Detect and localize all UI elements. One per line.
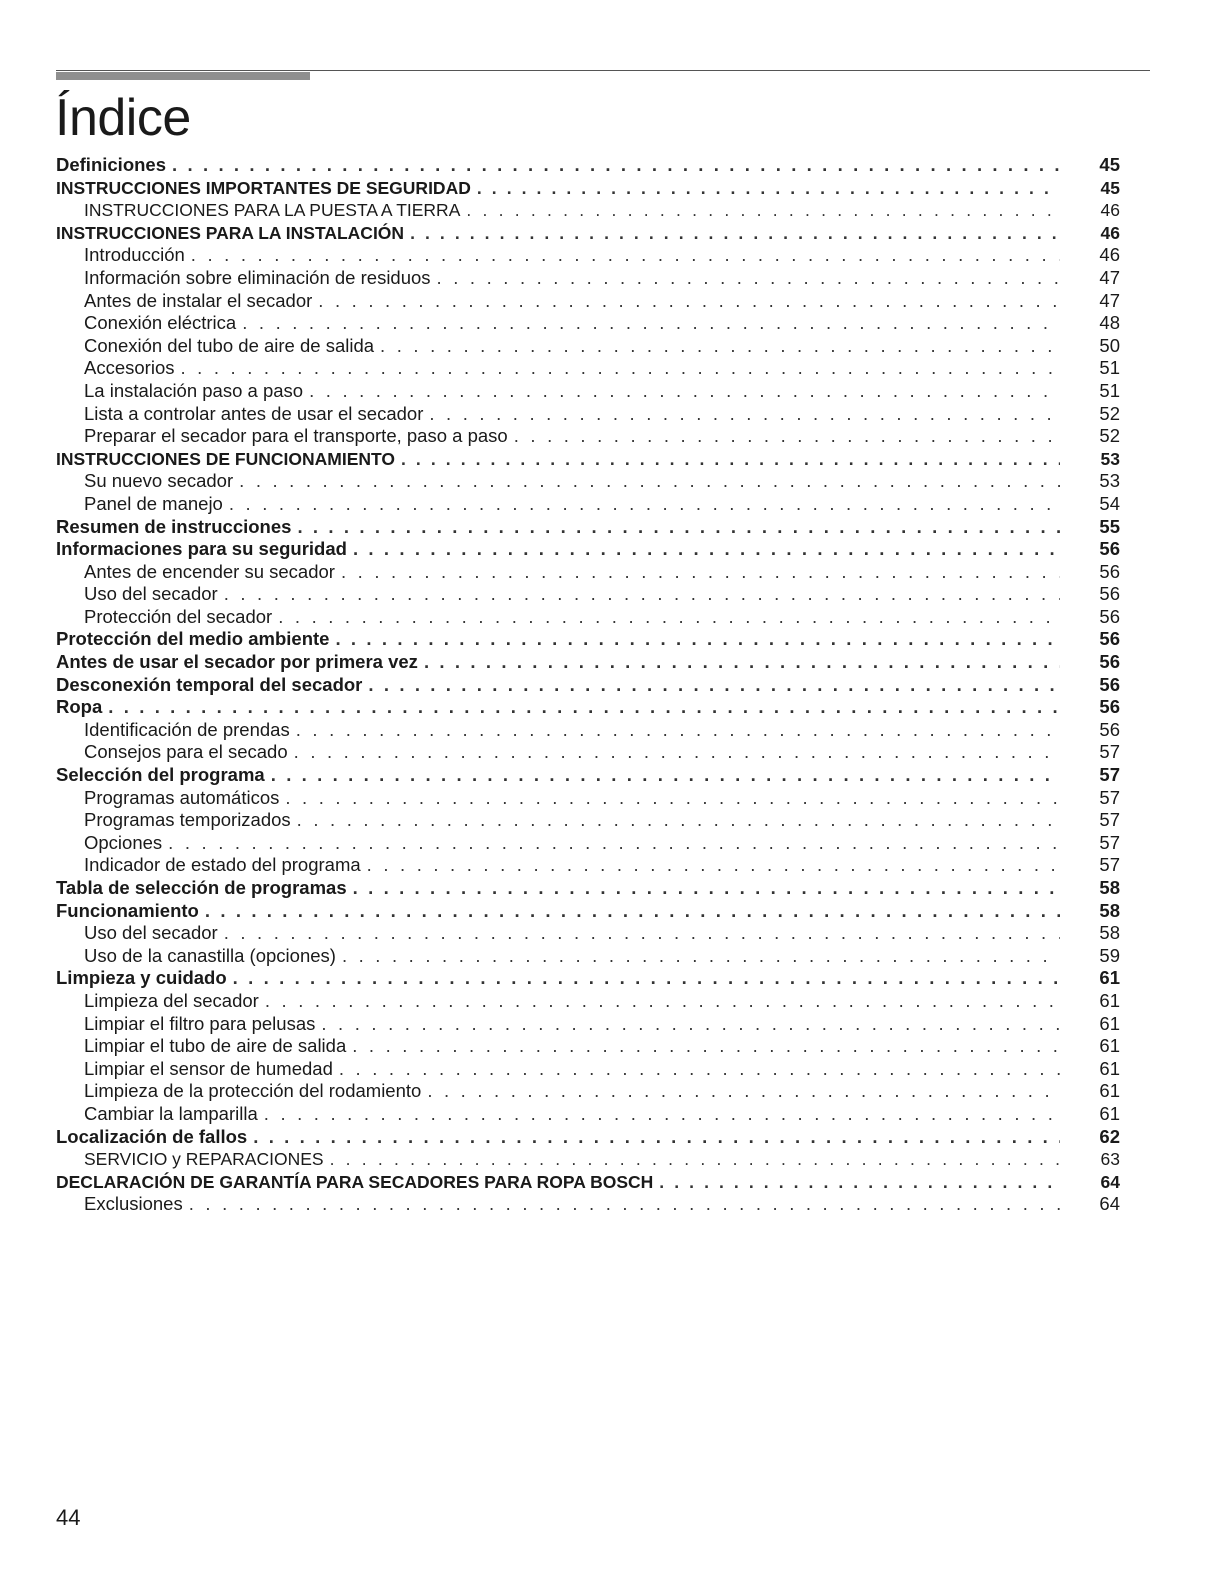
toc-entry[interactable]: [56, 764, 1120, 787]
toc-entry[interactable]: [56, 244, 1120, 267]
toc-entry[interactable]: [56, 832, 1120, 855]
toc-leader-dots: [168, 832, 1060, 855]
toc-entry-label: Antes de usar el secador por primera vez: [56, 651, 418, 673]
toc-leader-dots: [264, 1103, 1060, 1126]
toc-entry[interactable]: [56, 335, 1120, 358]
toc-entry[interactable]: [56, 945, 1120, 968]
toc-entry-page: 63: [1100, 1149, 1120, 1170]
toc-entry-label: Localización de fallos: [56, 1125, 248, 1147]
toc-entry[interactable]: [56, 787, 1120, 810]
toc-entry-label: Panel de manejo: [84, 492, 223, 514]
toc-leader-dots: [335, 628, 1060, 651]
toc-entry[interactable]: [56, 516, 1120, 539]
toc-entry[interactable]: [56, 1171, 1120, 1194]
toc-entry-label: DECLARACIÓN DE GARANTÍA PARA SECADORES PARA ROPA BOSCH: [56, 1171, 654, 1192]
toc-entry-label: INSTRUCCIONES PARA LA PUESTA A TIERRA: [84, 200, 461, 221]
toc-entry-page: 54: [1099, 492, 1120, 514]
toc-entry[interactable]: [56, 854, 1120, 877]
toc-entry-label: Informaciones para su seguridad: [56, 538, 347, 560]
toc-entry-page: 61: [1099, 1080, 1120, 1102]
toc-entry-label: Uso de la canastilla (opciones): [84, 944, 336, 966]
toc-leader-dots: [205, 900, 1060, 923]
toc-entry-label: Programas temporizados: [84, 809, 291, 831]
toc-entry[interactable]: [56, 448, 1120, 471]
toc-leader-dots: [424, 651, 1060, 674]
toc-entry-label: Su nuevo secador: [84, 470, 234, 492]
toc-entry-label: Selección del programa: [56, 764, 265, 786]
toc-leader-dots: [352, 1035, 1060, 1058]
toc-leader-dots: [353, 538, 1060, 561]
toc-entry-page: 46: [1099, 244, 1120, 266]
toc-entry-label: Conexión eléctrica: [84, 312, 237, 334]
toc-entry-label: Limpiar el tubo de aire de salida: [84, 1035, 347, 1057]
toc-entry-label: Información sobre eliminación de residuos: [84, 266, 431, 288]
toc-leader-dots: [294, 741, 1060, 764]
toc-entry-page: 52: [1099, 425, 1120, 447]
toc-leader-dots: [514, 425, 1060, 448]
toc-entry[interactable]: [56, 425, 1120, 448]
toc-leader-dots: [297, 516, 1060, 539]
toc-entry[interactable]: [56, 357, 1120, 380]
toc-entry-label: Preparar el secador para el transporte, paso a paso: [84, 425, 508, 447]
toc-entry-page: 45: [1099, 154, 1120, 175]
toc-entry-label: Protección del medio ambiente: [56, 628, 330, 650]
toc-entry[interactable]: [56, 877, 1120, 900]
toc-entry[interactable]: [56, 967, 1120, 990]
toc-entry[interactable]: [56, 628, 1120, 651]
header-rule: [56, 70, 1150, 71]
toc-entry-page: 46: [1100, 200, 1120, 221]
toc-leader-dots: [321, 1013, 1060, 1036]
toc-entry[interactable]: [56, 1013, 1120, 1036]
toc-entry-label: Exclusiones: [84, 1193, 183, 1215]
toc-entry-label: Uso del secador: [84, 922, 218, 944]
toc-entry[interactable]: [56, 922, 1120, 945]
toc-entry-page: 61: [1099, 1102, 1120, 1124]
toc-entry-page: 56: [1099, 651, 1120, 673]
toc-leader-dots: [427, 1080, 1060, 1103]
toc-entry-page: 56: [1099, 673, 1120, 695]
toc-entry[interactable]: [56, 222, 1120, 245]
toc-entry[interactable]: [56, 606, 1120, 629]
toc-leader-dots: [271, 764, 1060, 787]
toc-leader-dots: [172, 154, 1060, 177]
toc-entry-page: 64: [1100, 1171, 1120, 1192]
toc-entry-page: 47: [1099, 266, 1120, 288]
toc-entry[interactable]: [56, 154, 1120, 177]
toc-entry-page: 61: [1099, 989, 1120, 1011]
toc-leader-dots: [189, 1193, 1060, 1216]
toc-entry-label: Antes de instalar el secador: [84, 289, 313, 311]
toc-entry[interactable]: [56, 538, 1120, 561]
table-of-contents: [56, 154, 1120, 1216]
toc-entry-page: 62: [1099, 1125, 1120, 1147]
toc-leader-dots: [108, 696, 1060, 719]
toc-entry[interactable]: [56, 696, 1120, 719]
toc-entry-page: 53: [1099, 470, 1120, 492]
toc-entry[interactable]: [56, 403, 1120, 426]
toc-entry-page: 57: [1099, 809, 1120, 831]
toc-leader-dots: [180, 357, 1060, 380]
toc-leader-dots: [410, 222, 1060, 245]
toc-leader-dots: [224, 922, 1060, 945]
toc-leader-dots: [191, 244, 1060, 267]
toc-entry-page: 55: [1099, 515, 1120, 537]
toc-entry-page: 61: [1099, 967, 1120, 989]
toc-leader-dots: [477, 177, 1060, 200]
toc-leader-dots: [330, 1148, 1060, 1171]
toc-entry-label: Antes de encender su secador: [84, 560, 335, 582]
toc-entry[interactable]: [56, 809, 1120, 832]
toc-leader-dots: [368, 674, 1060, 697]
toc-entry-label: INSTRUCCIONES IMPORTANTES DE SEGURIDAD: [56, 177, 471, 198]
toc-entry-label: Limpieza del secador: [84, 989, 259, 1011]
toc-leader-dots: [342, 945, 1060, 968]
toc-entry-label: Ropa: [56, 696, 103, 718]
toc-entry[interactable]: [56, 290, 1120, 313]
toc-entry-label: Limpiar el filtro para pelusas: [84, 1012, 316, 1034]
toc-entry-page: 56: [1099, 696, 1120, 718]
toc-entry-page: 61: [1099, 1012, 1120, 1034]
toc-entry[interactable]: [56, 312, 1120, 335]
toc-entry[interactable]: [56, 1193, 1120, 1216]
toc-entry-page: 57: [1099, 854, 1120, 876]
toc-entry-page: 51: [1099, 357, 1120, 379]
toc-entry-label: SERVICIO y REPARACIONES: [84, 1149, 324, 1170]
toc-entry-label: INSTRUCCIONES PARA LA INSTALACIÓN: [56, 222, 405, 243]
toc-entry[interactable]: [56, 1148, 1120, 1171]
toc-entry-page: 47: [1099, 289, 1120, 311]
toc-entry-label: Uso del secador: [84, 583, 218, 605]
toc-entry[interactable]: [56, 470, 1120, 493]
toc-leader-dots: [429, 403, 1060, 426]
toc-entry[interactable]: [56, 1058, 1120, 1081]
toc-entry-label: Identificación de prendas: [84, 718, 290, 740]
toc-leader-dots: [285, 787, 1060, 810]
toc-leader-dots: [466, 199, 1060, 222]
toc-entry-label: Definiciones: [56, 154, 166, 175]
toc-entry-label: Resumen de instrucciones: [56, 515, 292, 537]
toc-entry[interactable]: [56, 900, 1120, 923]
toc-entry-page: 57: [1099, 786, 1120, 808]
toc-leader-dots: [380, 335, 1060, 358]
toc-entry-label: Opciones: [84, 831, 163, 853]
toc-entry-label: Introducción: [84, 244, 185, 266]
toc-entry-page: 58: [1099, 899, 1120, 921]
toc-entry-label: Accesorios: [84, 357, 175, 379]
toc-entry-label: Limpieza y cuidado: [56, 967, 227, 989]
toc-leader-dots: [239, 470, 1060, 493]
toc-entry[interactable]: [56, 1103, 1120, 1126]
toc-entry[interactable]: [56, 1035, 1120, 1058]
toc-leader-dots: [659, 1171, 1060, 1194]
toc-leader-dots: [265, 990, 1060, 1013]
toc-entry-page: 46: [1100, 222, 1120, 243]
toc-entry-page: 56: [1099, 538, 1120, 560]
toc-entry[interactable]: [56, 380, 1120, 403]
toc-entry-page: 56: [1099, 560, 1120, 582]
toc-leader-dots: [367, 854, 1060, 877]
toc-entry-page: 61: [1099, 1035, 1120, 1057]
toc-leader-dots: [253, 1126, 1060, 1149]
toc-leader-dots: [224, 583, 1060, 606]
toc-entry-page: 45: [1100, 177, 1120, 198]
toc-leader-dots: [233, 967, 1060, 990]
toc-entry-page: 56: [1099, 605, 1120, 627]
toc-entry[interactable]: [56, 674, 1120, 697]
toc-entry-page: 57: [1099, 741, 1120, 763]
toc-entry-page: 53: [1100, 448, 1120, 469]
toc-leader-dots: [229, 493, 1060, 516]
toc-entry-label: Conexión del tubo de aire de salida: [84, 334, 375, 356]
toc-entry[interactable]: [56, 741, 1120, 764]
toc-entry-page: 56: [1099, 718, 1120, 740]
toc-leader-dots: [341, 561, 1060, 584]
toc-entry-label: Cambiar la lamparilla: [84, 1102, 258, 1124]
toc-entry-label: Tabla de selección de programas: [56, 877, 347, 898]
toc-entry-page: 58: [1099, 922, 1120, 944]
toc-leader-dots: [339, 1058, 1060, 1081]
toc-entry[interactable]: [56, 990, 1120, 1013]
toc-leader-dots: [318, 290, 1060, 313]
toc-entry-label: Limpieza de la protección del rodamiento: [84, 1080, 422, 1102]
toc-leader-dots: [353, 877, 1060, 900]
toc-entry[interactable]: [56, 493, 1120, 516]
toc-entry-page: 59: [1099, 944, 1120, 966]
toc-entry[interactable]: [56, 719, 1120, 742]
toc-entry-page: 64: [1099, 1193, 1120, 1215]
toc-entry[interactable]: [56, 177, 1120, 200]
toc-entry-label: Limpiar el sensor de humedad: [84, 1057, 333, 1079]
toc-entry-page: 57: [1099, 831, 1120, 853]
toc-entry-label: Funcionamiento: [56, 899, 199, 921]
page-title: Índice: [55, 89, 191, 147]
toc-entry-label: La instalación paso a paso: [84, 379, 304, 401]
toc-leader-dots: [296, 719, 1060, 742]
toc-leader-dots: [242, 312, 1060, 335]
toc-leader-dots: [297, 809, 1060, 832]
header-accent-bar: [56, 72, 310, 80]
toc-entry[interactable]: [56, 583, 1120, 606]
toc-entry-page: 61: [1099, 1057, 1120, 1079]
toc-entry-page: 52: [1099, 402, 1120, 424]
toc-entry[interactable]: [56, 267, 1120, 290]
toc-entry-page: 57: [1099, 764, 1120, 786]
toc-entry[interactable]: [56, 651, 1120, 674]
toc-entry[interactable]: [56, 1126, 1120, 1149]
toc-entry-label: INSTRUCCIONES DE FUNCIONAMIENTO: [56, 448, 395, 469]
toc-entry-page: 56: [1099, 628, 1120, 650]
toc-leader-dots: [278, 606, 1060, 629]
toc-entry-label: Programas automáticos: [84, 786, 280, 808]
toc-leader-dots: [437, 267, 1060, 290]
toc-entry-page: 51: [1099, 379, 1120, 401]
toc-entry-label: Consejos para el secado: [84, 741, 288, 763]
toc-entry-label: Protección del secador: [84, 605, 273, 627]
toc-leader-dots: [309, 380, 1060, 403]
toc-entry-page: 48: [1099, 312, 1120, 334]
page-number: 44: [56, 1505, 81, 1530]
toc-entry[interactable]: [56, 561, 1120, 584]
toc-leader-dots: [401, 448, 1060, 471]
toc-entry-page: 58: [1099, 877, 1120, 898]
toc-entry-label: Desconexión temporal del secador: [56, 673, 363, 695]
toc-entry-label: Indicador de estado del programa: [84, 854, 361, 876]
toc-entry[interactable]: [56, 1080, 1120, 1103]
toc-entry-label: Lista a controlar antes de usar el secador: [84, 402, 424, 424]
toc-entry[interactable]: [56, 199, 1120, 222]
toc-entry-page: 50: [1099, 334, 1120, 356]
toc-entry-page: 56: [1099, 583, 1120, 605]
